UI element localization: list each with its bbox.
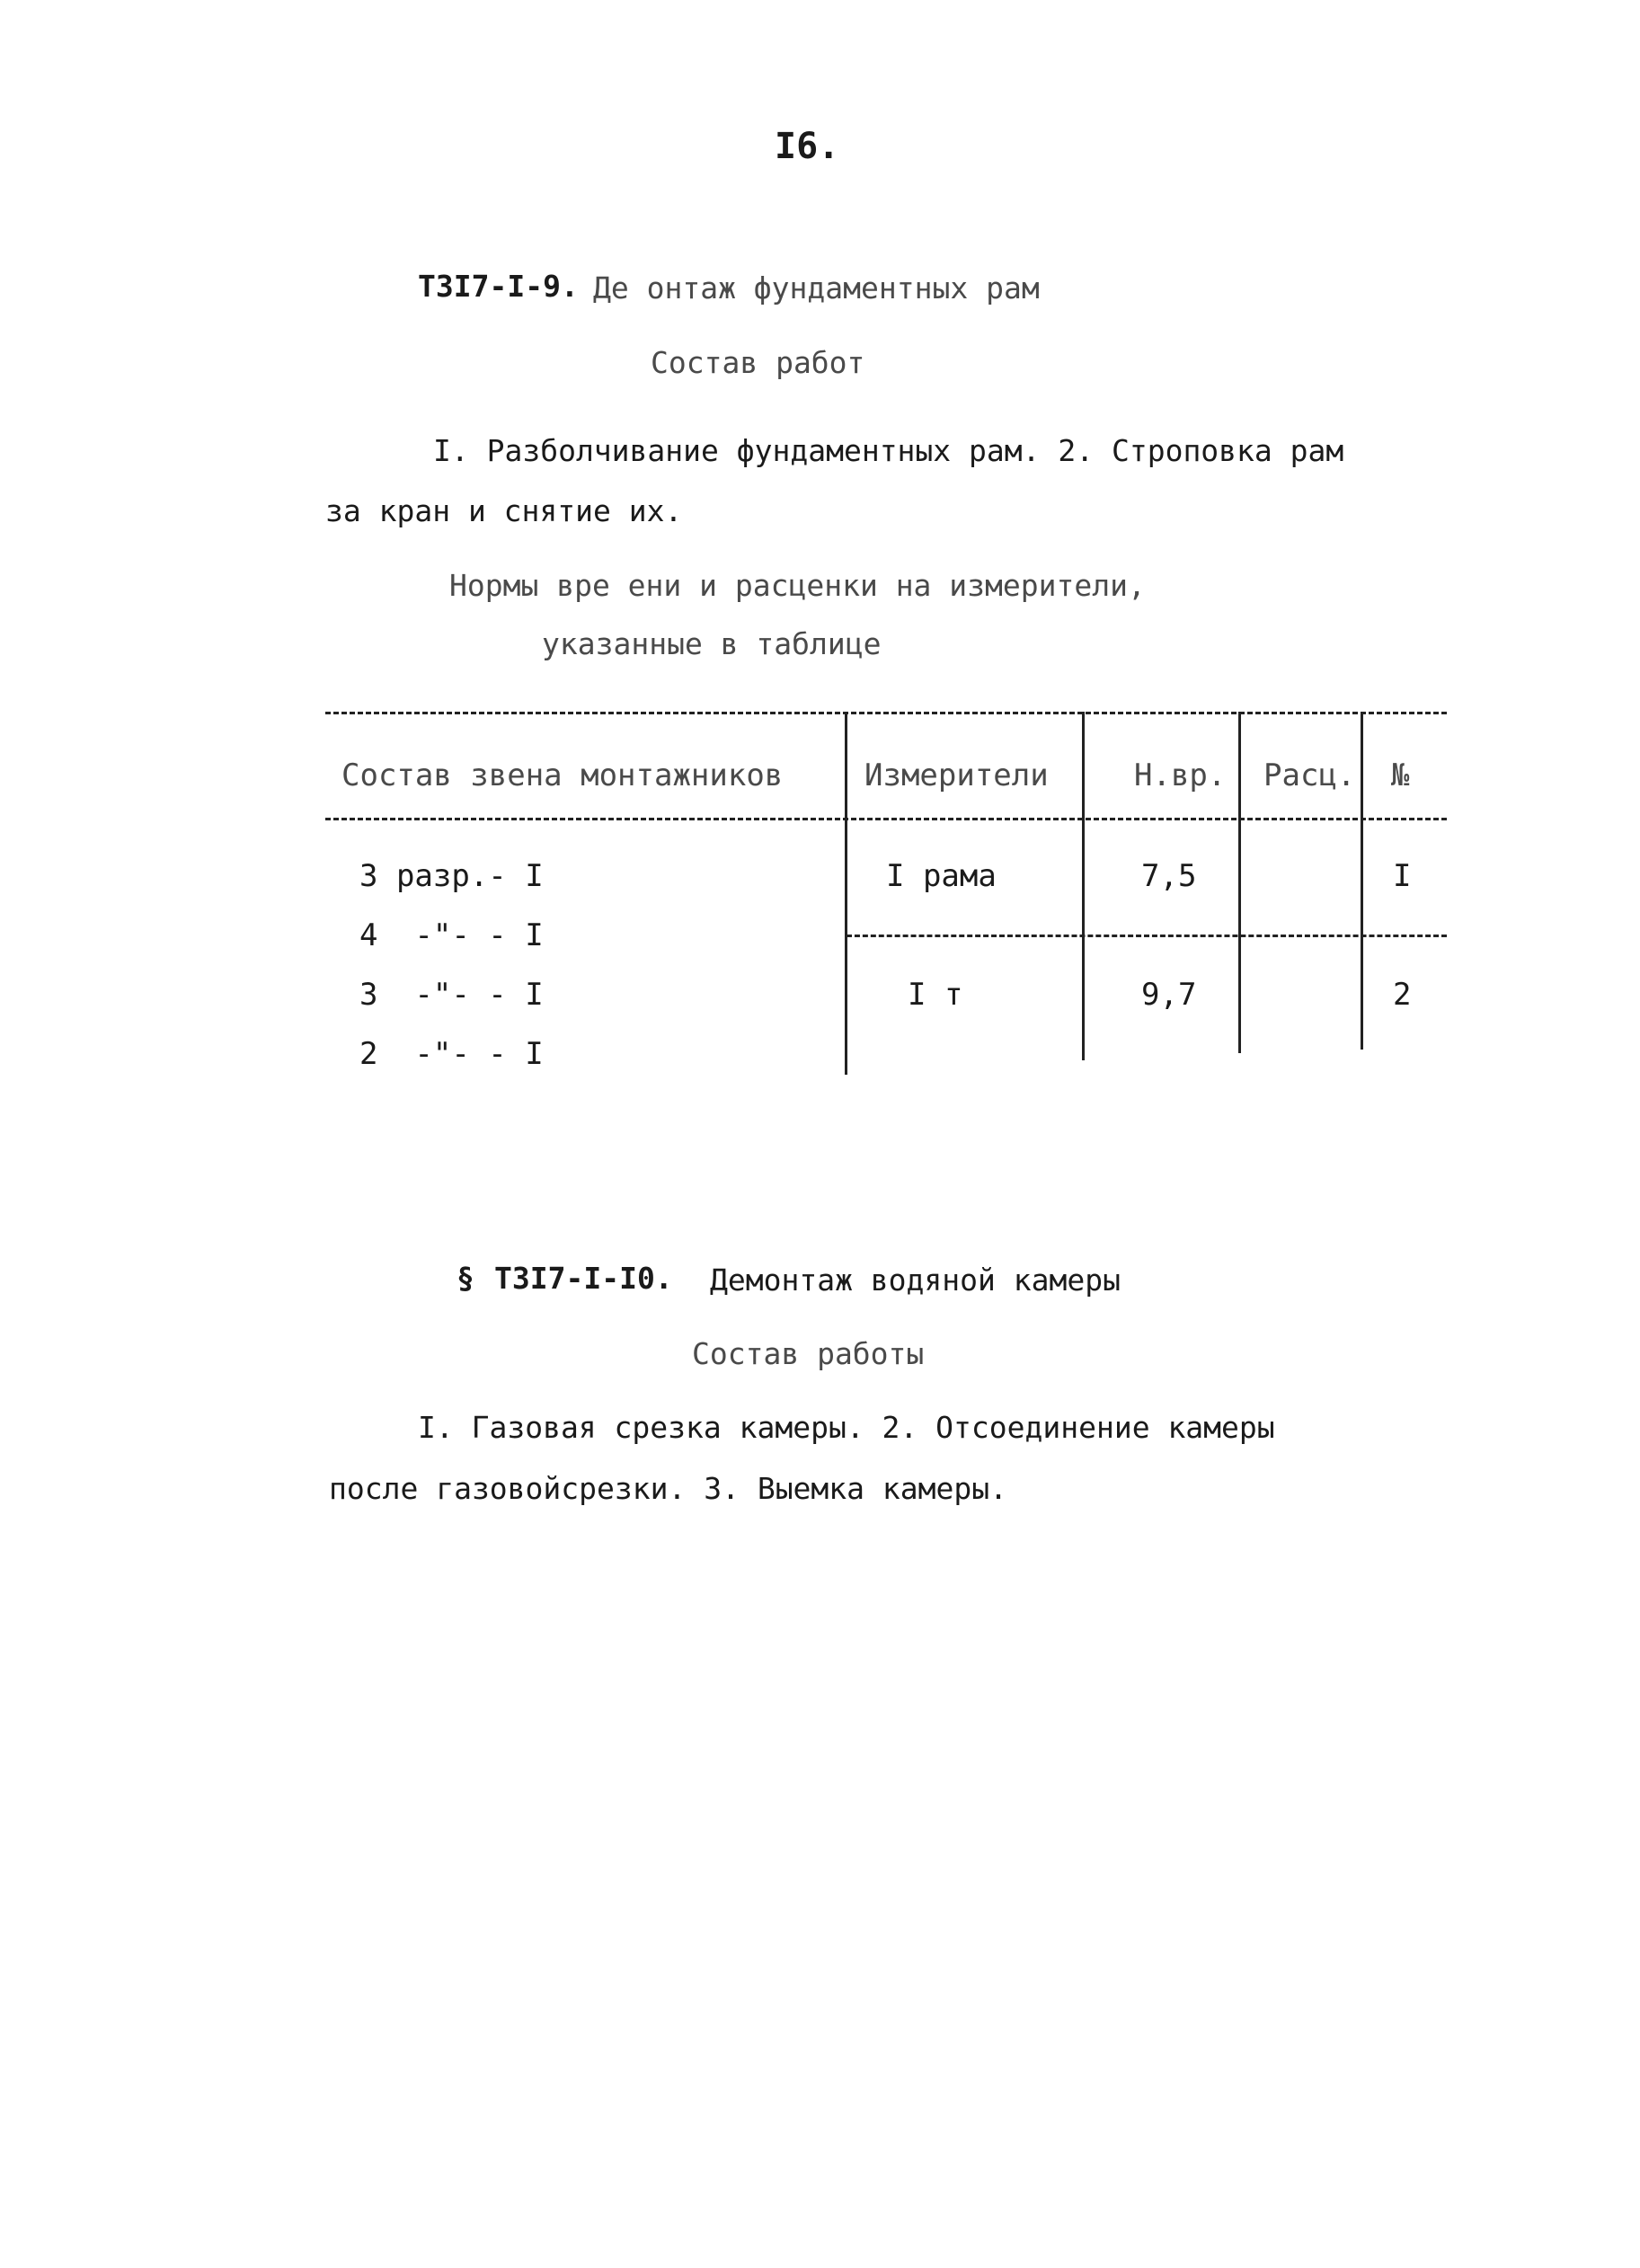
table-column-divider	[1082, 712, 1085, 1060]
row1-time: 7,5	[1141, 858, 1197, 894]
crew-line: 3 -"- - I	[359, 977, 544, 1013]
row2-time: 9,7	[1141, 977, 1197, 1013]
crew-line: 2 -"- - I	[359, 1036, 544, 1072]
page-number: I6.	[775, 126, 840, 167]
section2-work-line2: после газовойсрезки. 3. Выемка камеры.	[329, 1471, 1007, 1506]
section1-work-line1: I. Разболчивание фундаментных рам. 2. Строповка рам	[433, 433, 1344, 468]
section2-code: ТЗI7-I-I0.	[494, 1261, 673, 1296]
section1-title: Де онтаж фундаментных рам	[593, 270, 1040, 306]
section2-symbol: §	[457, 1261, 474, 1296]
section1-code: ТЗI7-I-9.	[418, 269, 579, 304]
section1-norms-line2: указанные в таблице	[542, 626, 882, 661]
table-top-rule	[325, 712, 1447, 714]
row2-num: 2	[1393, 977, 1412, 1013]
row1-num: I	[1393, 858, 1412, 894]
table-column-divider	[1361, 712, 1363, 1050]
crew-line: 4 -"- - I	[359, 917, 544, 953]
section1-work-line2: за кран и снятие их.	[325, 493, 683, 528]
header-num: №	[1391, 757, 1410, 793]
header-rate: Расц.	[1263, 757, 1356, 793]
section2-title: Демонтаж водяной камеры	[710, 1262, 1121, 1298]
crew-line: 3 разр.- I	[359, 858, 544, 894]
section2-subheading: Состав работы	[692, 1336, 925, 1371]
header-crew: Состав звена монтажников	[341, 757, 784, 793]
header-unit: Измерители	[864, 757, 1049, 793]
table-row-rule	[847, 935, 1447, 937]
row2-unit: I т	[908, 977, 963, 1013]
table-column-divider	[1238, 712, 1241, 1053]
table-column-divider	[845, 712, 847, 1075]
row1-unit: I рама	[886, 858, 997, 894]
header-time: Н.вр.	[1134, 757, 1227, 793]
section1-subheading: Состав работ	[651, 345, 865, 380]
table-header-rule	[325, 818, 1447, 820]
section2-work-line1: I. Газовая срезка камеры. 2. Отсоединение камеры	[418, 1410, 1275, 1445]
section1-norms-line1: Нормы вре ени и расценки на измерители,	[449, 568, 1146, 603]
